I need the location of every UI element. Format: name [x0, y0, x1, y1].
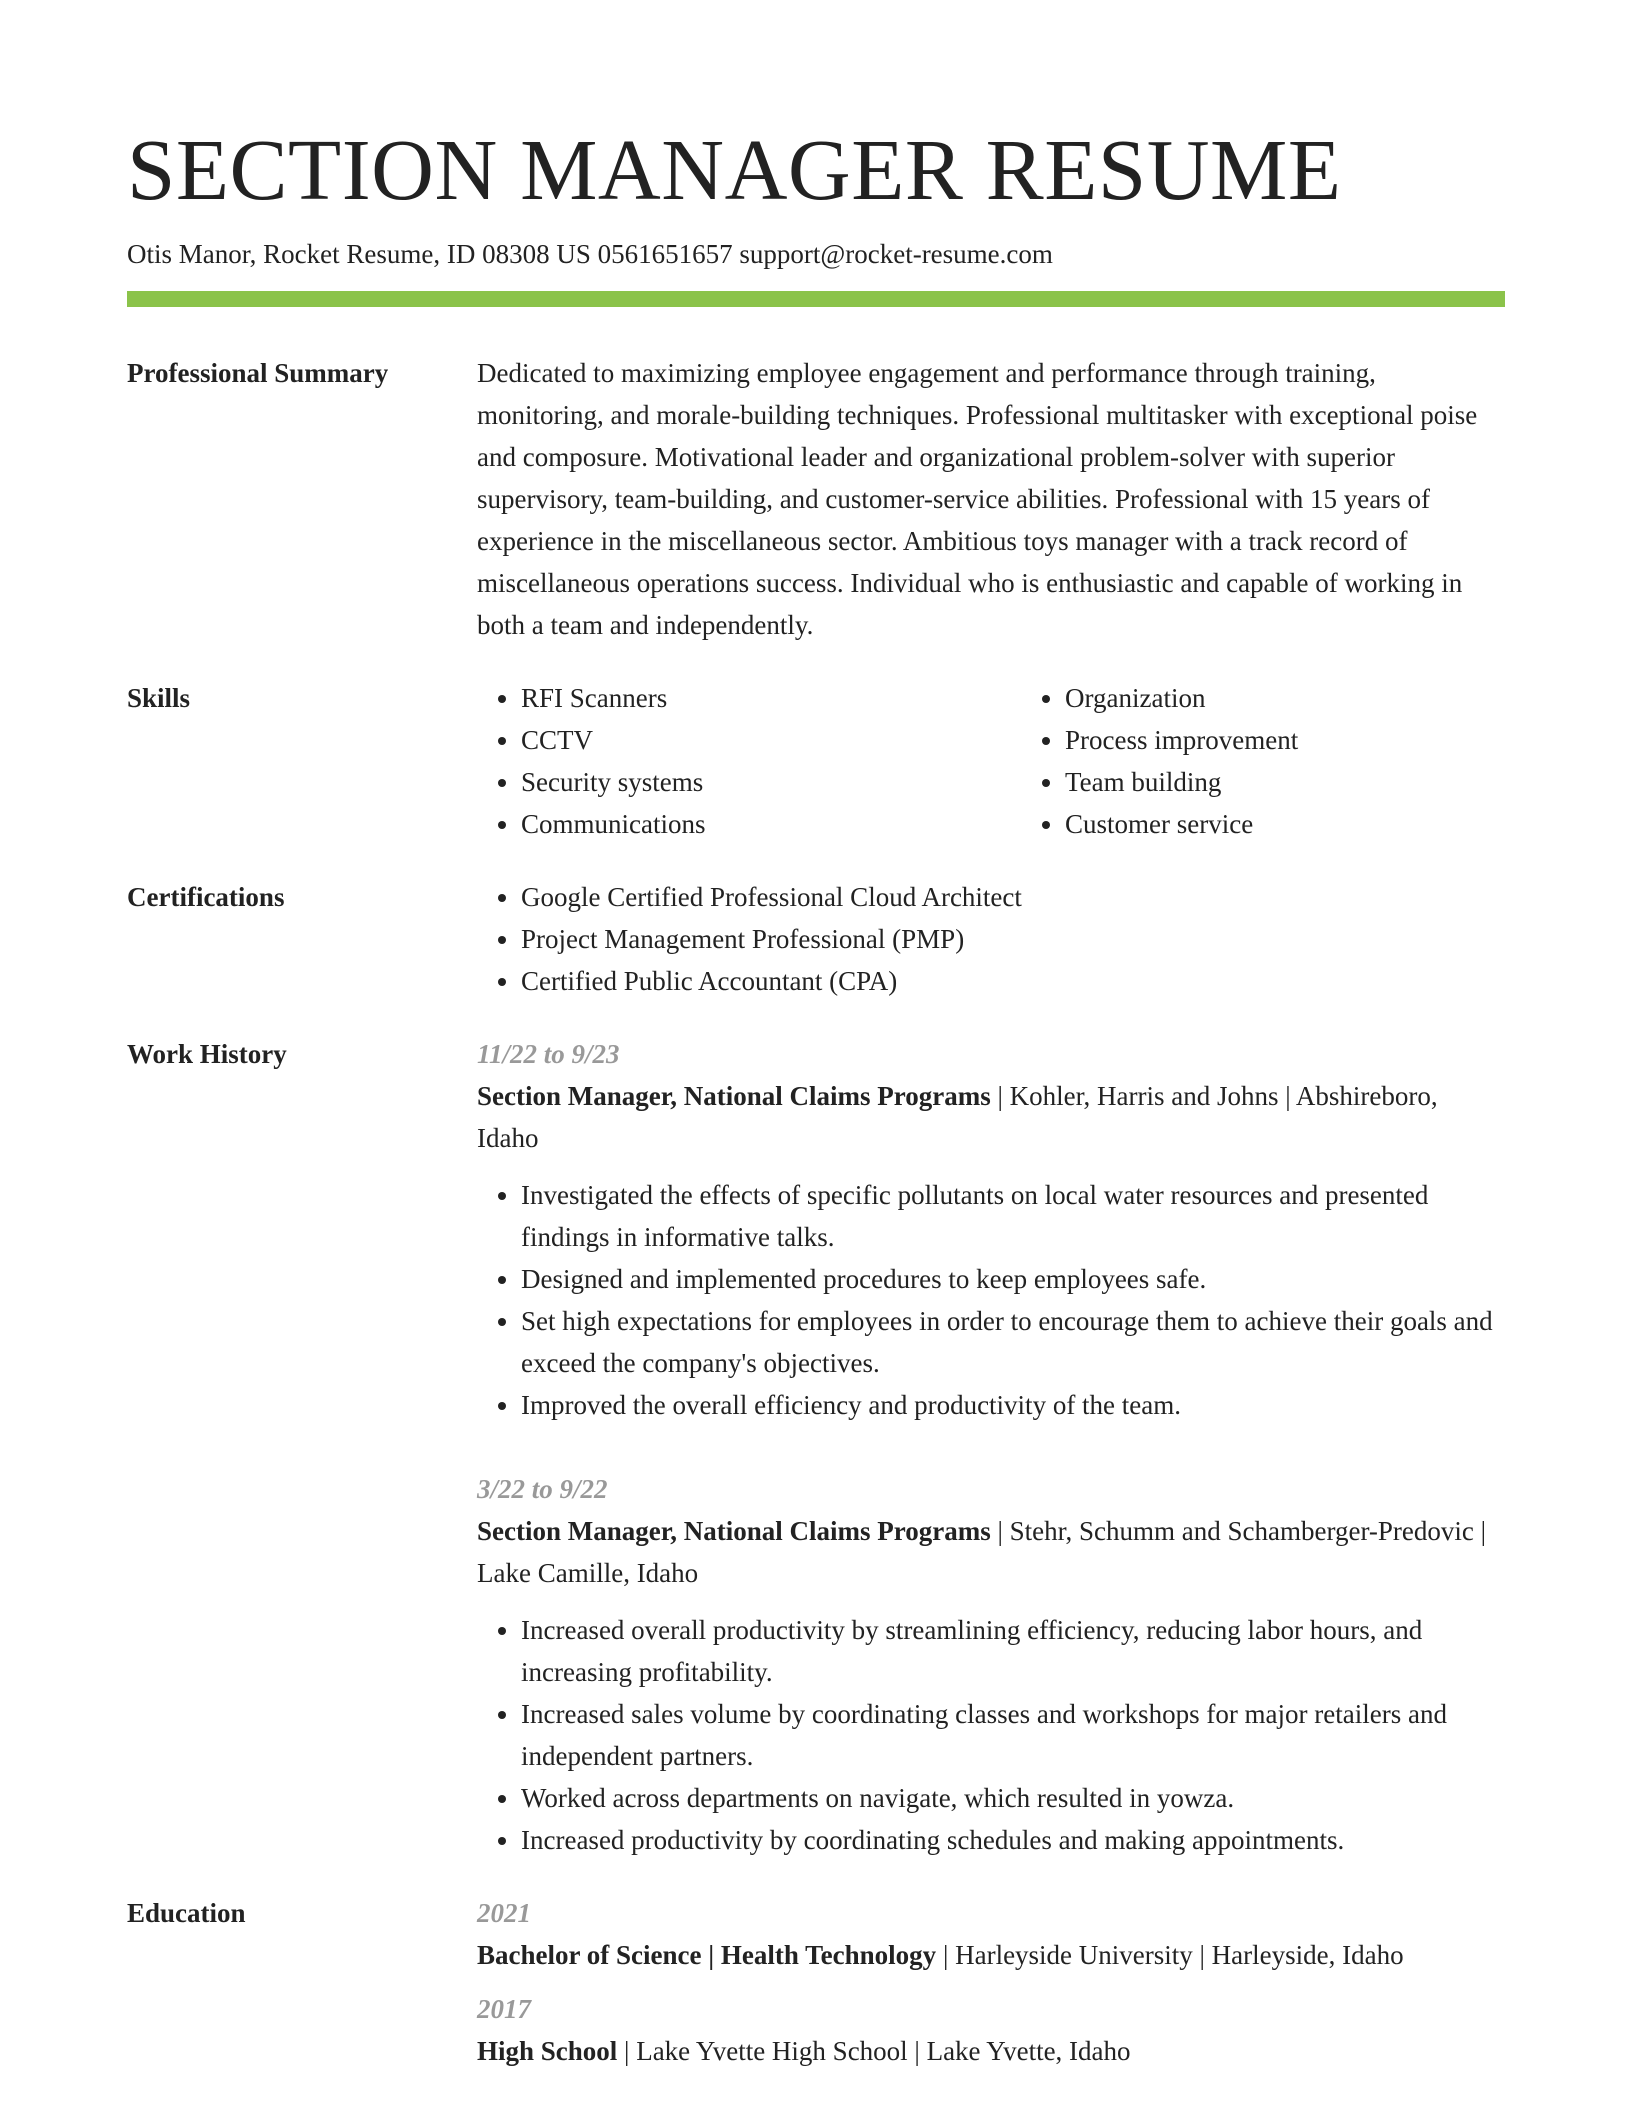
education-details: | Harleyside University | Harleyside, Idaho — [936, 1940, 1404, 1970]
summary-section — [127, 352, 1505, 646]
job-bullets — [477, 1174, 1505, 1426]
education-heading — [477, 2030, 1505, 2072]
page-title: SECTION MANAGER RESUME — [127, 121, 1342, 218]
job-dates: 3/22 to 9/22 — [477, 1474, 608, 1504]
skill-item: • Organization — [1065, 677, 1565, 719]
skill-item: • Communications — [521, 803, 1021, 845]
education-heading — [477, 1934, 1505, 1976]
skill-item: • Security systems — [521, 761, 1021, 803]
job-details: | Kohler, Harris and Johns | Abshireboro, Idaho — [477, 1081, 1438, 1153]
skill-item: • Customer service — [1065, 803, 1565, 845]
accent-divider — [127, 291, 1505, 307]
certification-item: • Google Certified Professional Cloud Architect — [521, 876, 1505, 918]
certifications-list — [477, 876, 1505, 1002]
job-bullet: • Increased productivity by coordinating schedules and making appointments. — [521, 1819, 1505, 1861]
skill-item: • CCTV — [521, 719, 1021, 761]
certification-item: • Certified Public Accountant (CPA) — [521, 960, 1505, 1002]
job-entry — [477, 1468, 1505, 1861]
skills-section — [127, 677, 1505, 845]
certifications-section — [127, 876, 1505, 1002]
education-content — [477, 1892, 1505, 2084]
job-bullet: • Worked across departments on navigate, which resulted in yowza. — [521, 1777, 1505, 1819]
job-bullet: • Designed and implemented procedures to keep employees safe. — [521, 1258, 1505, 1300]
job-title: Section Manager, National Claims Programs — [477, 1516, 991, 1546]
education-details: | Lake Yvette High School | Lake Yvette, Idaho — [617, 2036, 1131, 2066]
education-year: 2017 — [477, 1994, 531, 2024]
job-details: | Stehr, Schumm and Schamberger-Predovic | Lake Camille, Idaho — [477, 1516, 1487, 1588]
job-bullet: • Increased overall productivity by streamlining efficiency, reducing labor hours, and increasing profitability. — [521, 1609, 1505, 1693]
work-history-content — [477, 1033, 1505, 1861]
work-history-section — [127, 1033, 1505, 1861]
skills-list-right — [1021, 677, 1565, 845]
education-degree: High School — [477, 2036, 618, 2066]
education-section — [127, 1892, 1505, 2084]
summary-text: Dedicated to maximizing employee engagement and performance through training, monitoring, and morale-building techniques. Professional multitasker with exceptional poise and composure. Motivational leader and organizational problem-solver with superior supervisory, team-building, and customer-service abilities. Professional with 15 years of experience in the miscellaneous sector. Ambitious toys manager with a track record of miscellaneous operations success. Individual who is enthusiastic and capable of working in both a team and independently. — [477, 358, 1478, 640]
job-entry — [477, 1033, 1505, 1426]
job-dates: 11/22 to 9/23 — [477, 1039, 620, 1069]
skill-item: • Team building — [1065, 761, 1565, 803]
job-bullet: • Investigated the effects of specific pollutants on local water resources and presented findings in informative talks. — [521, 1174, 1505, 1258]
section-label: Skills — [127, 683, 191, 713]
education-entry — [477, 1892, 1505, 1976]
contact-line: Otis Manor, Rocket Resume, ID 08308 US 0561651657 support@rocket-resume.com — [127, 239, 1053, 269]
education-year: 2021 — [477, 1898, 531, 1928]
job-bullet: • Improved the overall efficiency and productivity of the team. — [521, 1384, 1505, 1426]
job-heading — [477, 1075, 1505, 1159]
skills-content — [477, 677, 1565, 845]
skill-item: • Process improvement — [1065, 719, 1565, 761]
education-entry — [477, 1988, 1505, 2072]
section-label: Education — [127, 1898, 246, 1928]
section-label: Work History — [127, 1039, 287, 1069]
skills-list-left — [477, 677, 1021, 845]
job-bullet: • Set high expectations for employees in order to encourage them to achieve their goals and exceed the company's objectives. — [521, 1300, 1505, 1384]
certification-item: • Project Management Professional (PMP) — [521, 918, 1505, 960]
job-title: Section Manager, National Claims Programs — [477, 1081, 991, 1111]
certifications-content — [477, 876, 1505, 1002]
resume-sections — [127, 352, 1505, 2084]
job-heading — [477, 1510, 1505, 1594]
job-bullet: • Increased sales volume by coordinating classes and workshops for major retailers and independent partners. — [521, 1693, 1505, 1777]
job-bullets — [477, 1609, 1505, 1861]
skill-item: • RFI Scanners — [521, 677, 1021, 719]
section-label: Professional Summary — [127, 358, 389, 388]
section-label: Certifications — [127, 882, 285, 912]
education-degree: Bachelor of Science | Health Technology — [477, 1940, 937, 1970]
summary-content — [477, 352, 1505, 646]
